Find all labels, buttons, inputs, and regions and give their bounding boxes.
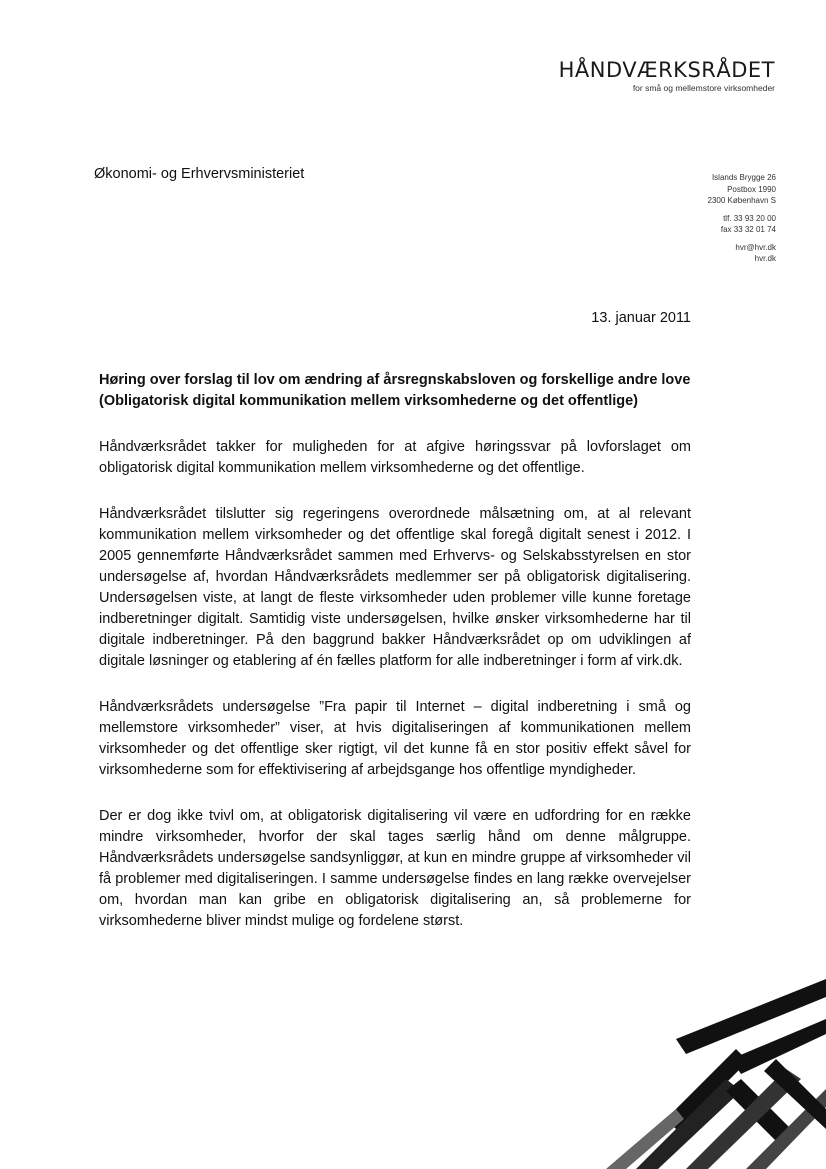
letterhead-logo bbox=[559, 58, 775, 93]
fax-line: fax 33 32 01 74 bbox=[720, 225, 776, 234]
letter-body bbox=[99, 370, 691, 957]
address-line: Islands Brygge 26 bbox=[711, 173, 776, 182]
subject-heading: Høring over forslag til lov om ændring af årsregnskabsloven og forskellige andre love (Obligatorisk digital kommunikation mellem virksomhederne og det offentlige) bbox=[99, 372, 691, 409]
website-link[interactable]: hvr.dk bbox=[754, 254, 776, 263]
recipient: Økonomi- og Erhvervsministeriet bbox=[94, 166, 305, 182]
organization-tagline: for små og mellemstore virksomheder bbox=[632, 83, 775, 93]
contact-block bbox=[708, 172, 777, 271]
email-link[interactable]: hvr@hvr.dk bbox=[735, 242, 776, 252]
organization-name: HÅNDVÆRKSRÅDET bbox=[558, 58, 775, 82]
web-contact bbox=[708, 242, 777, 265]
address-line: 2300 København S bbox=[707, 196, 776, 205]
body-paragraph: Der er dog ikke tvivl om, at obligatorisk digitalisering vil være en udfordring for en række mindre virksomheder, hvorfor der skal tages særlig hånd om denne målgruppe. Håndværksrådets undersøgelse sandsynliggør, at kun en mindre gruppe af virksomheder vil få problemer med digitaliseringen. I samme undersøgelse findes en lang række overvejelser om, hvordan man kan gribe en obligatorisk digitalisering an, så problemerne for virksomhederne bliver mindst mulige og fordelene størst. bbox=[99, 808, 691, 929]
body-paragraph: Håndværksrådet tilslutter sig regeringens overordnede målsætning om, at al relevant kommunikation mellem virksomheder og det offentlige skal foregå digitalt senest i 2012. I 2005 gennemførte Håndværksrådet sammen med Erhvervs- og Selskabsstyrelsen en stor undersøgelse af, hvordan Håndværksrådets medlemmer ser på obligatorisk digitalisering. Undersøgelsen viste, at langt de fleste virksomheder uden problemer ville kunne foretage indberetninger digitalt. Samtidig viste undersøgelsen, hvilke ønsker virksomhederne har til digitale indberetninger. På den baggrund bakker Håndværksrådet op om udviklingen af digitale løsninger og etablering af én fælles platform for alle indberetninger i form af virk.dk. bbox=[99, 506, 691, 669]
decorative-stripes-graphic bbox=[486, 979, 826, 1169]
address-line: Postbox 1990 bbox=[727, 184, 776, 194]
body-paragraph: Håndværksrådets undersøgelse ”Fra papir til Internet – digital indberetning i små og mellemstore virksomheder” viser, at hvis digitaliseringen af kommunikationen mellem virksomheder og det offentlige sker rigtigt, vil det kunne få en stor positiv effekt såvel for virksomhederne som for effektivisering af arbejdsgange hos offentlige myndigheder. bbox=[99, 699, 691, 778]
address bbox=[708, 172, 777, 207]
letter-date: 13. januar 2011 bbox=[591, 310, 691, 326]
phone-line: tlf. 33 93 20 00 bbox=[723, 213, 776, 223]
phone-numbers bbox=[708, 213, 777, 236]
body-paragraph: Håndværksrådet takker for muligheden for at afgive høringssvar på lovforslaget om obligatorisk digital kommunikation mellem virksomhederne og det offentlige. bbox=[99, 439, 691, 476]
